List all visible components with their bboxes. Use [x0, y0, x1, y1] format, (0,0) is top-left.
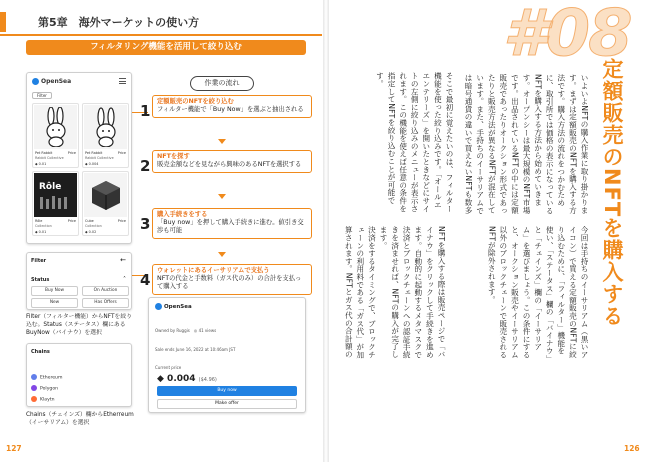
role-artwork-image — [34, 173, 77, 217]
filter-panel-screenshot — [26, 252, 132, 310]
klaytn-icon — [31, 396, 37, 402]
buy-now-option: Buy Now — [31, 286, 78, 296]
buy-now-button: Buy now — [157, 386, 297, 396]
nft-card: Pet Rabbit Price Rabbit Collective ◆ 0.01 — [32, 103, 79, 168]
nft-item-screenshot — [148, 297, 306, 413]
nft-card: Pet Rabbit Price Rabbit Collective ◆ 0.004 — [82, 103, 129, 168]
chevron-up-icon: ˄ — [123, 276, 126, 283]
down-arrow-icon — [218, 194, 226, 199]
flow-label: 作業の流れ — [190, 76, 254, 91]
rabbit-image — [34, 105, 77, 149]
chains-panel-screenshot — [26, 343, 132, 407]
caption-chains: Chains（チェインズ）欄からEtherreum（イーサリアム）を選択 — [26, 412, 134, 426]
flow-step-box: NFTを探す 販売金額などを見ながら興味のあるNFTを選択する — [152, 150, 312, 173]
page-number-left: 127 — [6, 444, 22, 453]
flow-step-box: 定額販売のNFTを絞り込む フィルター機能で「Buy Now」を選ぶと抽出される — [152, 95, 312, 118]
has-offers-option: Has Offers — [82, 298, 129, 308]
filter-header: Filter — [31, 258, 47, 264]
section-banner: フィルタリング機能を活用して絞り込む — [26, 40, 306, 55]
chapter-title: 第5章 海外マーケットの使い方 — [38, 16, 200, 29]
body-paragraph: 今回は手持ちのイーサリアム（黒いアイコン）で買える定額販売のNFTに絞り込むために、「フィルター」機能を使い、「ステータス」欄の「バイナウ」と「チェインズ」欄の「イーサリアム」を選びましょう。この条件にすると、オークション販売やイーサリアム以外のブロックチェーンで販売されるNFTが除外されます。 — [487, 226, 589, 359]
body-paragraph: そこで最初に覚えたいのは、フィルター機能を使った絞り込みです。「オールエエンテリーズ」を開いたときなどにサイトの左側に絞り込みのメニューが表示されます。この機能を使えば任意の条件を指定してNFTを絞り込むことが可能です。 — [375, 72, 454, 213]
svg-text:Rôle: Rôle — [38, 182, 61, 192]
flow-step-box: ウォレットにあるイーサリアムで支払う NFTの代金と手数料（ガス代のみ）の合計を支払って購入する — [152, 264, 312, 295]
nft-card: Cube Price Collection ◆ 0.02 — [82, 171, 129, 236]
page-number-right: 126 — [624, 444, 640, 453]
book-spread: 第5章 海外マーケットの使い方 フィルタリング機能を活用して絞り込む OpenSea Filter Pet Rabbit Price Rabbit Collective ◆ 0.01 Pet Rabbit Price Rabbit Collective ◆ 0.004 Rôle Rôle Price Collection ◆ 0.01 Cube Price Collection ◆ 0.02 作業の流れ 1 定額販売のNFTを絞り込む フィルター機能で「Buy Now」を選ぶと抽出される 2 NFTを探す 販売金額などを見ながら興味のあるNFTを選択する 3 購入手続きをする 「Buy now」を押して購入手続きに進む。値引き交渉も可能 4 ウォレットにあるイーサリアムで支払う NFTの代金と手数料（ガス代のみ）の合計を支払って購入する Filter ← Status ˄ Buy Now On Auction New Has Offers Filter（フィルター機能）からNFTを絞り込む。Status（ステータス）欄にあるBuyNow（バイナウ）を選択 Chains Ethereum Polygon Klaytn Chains（チェインズ）欄からEtherreum（イーサリアム）を選択 OpenSea Owned by Ruggis ◎ 41 views Sale ends June 16, 2022 at 10:46am JST Current price ◆ 0.004 ($4.96) Buy now Make offer 127 #08 定額販売のNFTを購入する いよいよNFTの購入作業に取り掛かります。まずは定額販売のNFTを購入する方法です。購入方法の流れをつかむために、取引所では価格の表示になっているNFTを購入する方法から始めていきます。オープンシーは最大規模のNFT市場です。出品されているNFTの中には定額販売であったりオークション形式であったりと販売方法が異なるNFTが混在しています。また、手持ちのイーサリアムでは暗号通貨の違いで買えないNFTも数多 そこで最初に覚えたいのは、フィルター機能を使った絞り込みです。「オールエエンテリーズ」を開いたときなどにサイトの左側に絞り込みのメニューが表示されます。この機能を使えば任意の条件を指定してNFTを絞り込むことが可能です。 今回は手持ちのイーサリアム（黒いアイコン）で買える定額販売のNFTに絞り込むために、「フィルター」機能を使い、「ステータス」欄の「バイナウ」と「チェインズ」欄の「イーサリアム」を選びましょう。この条件にすると、オークション販売やイーサリアム以外のブロックチェーンで販売されるNFTが除外されます。 NFTを購入する際は販売ページで「バイナウ」をクリックして手続きを進めます。自動的に起動するメタマスクで決済とブロックチェーンへの認証手続きを済ませれば、NFTの購入が完了します。 決済をするタイミングで、ブロックチェーンの利用料である「ガス代」が加算されます。NFTとガス代の合計額の 126 — [0, 0, 650, 462]
down-arrow-icon — [218, 139, 226, 144]
opensea-logo-icon — [155, 303, 162, 310]
price-value: ◆ 0.004 ($4.96) — [157, 374, 217, 384]
cube-image — [84, 173, 127, 217]
page-title: 定額販売のNFTを購入する — [600, 58, 624, 328]
polygon-icon — [31, 385, 37, 391]
current-price-label: Current price — [155, 365, 182, 370]
body-paragraph: いよいよNFTの購入作業に取り掛かります。まずは定額販売のNFTを購入する方法です。購入方法の流れをつかむために、取引所では価格の表示になっているNFTを購入する方法から始めていきます。オープンシーは最大規模のNFT市場です。出品されているNFTの中には定額販売であったりオークション形式であったりと販売方法が異なるNFTが混在しています。また、手持ちのイーサリアムでは暗号通貨の違いで買えないNFTも数多 — [464, 74, 589, 215]
chapter-rule — [0, 34, 322, 36]
chain-option: Ethereum — [31, 374, 62, 381]
nft-card: Rôle Rôle Price Collection ◆ 0.01 — [32, 171, 79, 236]
menu-icon — [119, 78, 126, 84]
down-arrow-icon — [218, 252, 226, 257]
new-option: New — [31, 298, 78, 308]
section-number: #08 — [503, 0, 631, 71]
chains-header: Chains — [31, 349, 50, 355]
opensea-logo: OpenSea — [155, 303, 192, 310]
make-offer-button: Make offer — [157, 399, 297, 409]
gutter — [323, 0, 329, 462]
arrow-left-icon: ← — [120, 256, 126, 264]
filter-pill: Filter — [32, 92, 52, 99]
owned-by-text: Owned by Ruggis ◎ 41 views — [155, 328, 217, 333]
rabbit-image — [84, 105, 127, 149]
chain-option: Klaytn — [31, 396, 55, 403]
opensea-logo-icon — [32, 78, 39, 85]
on-auction-option: On Auction — [82, 286, 129, 296]
caption-filter: Filter（フィルター機能）からNFTを絞り込む。Status（ステータス）欄にあるBuyNow（バイナウ）を選択 — [26, 314, 132, 336]
status-label: Status — [31, 277, 50, 283]
sale-ends-text: Sale ends June 16, 2022 at 10:46am JST — [155, 347, 236, 352]
opensea-logo: OpenSea — [32, 78, 71, 85]
chain-option: Polygon — [31, 385, 58, 392]
flow-step-box: 購入手続きをする 「Buy now」を押して購入手続きに進む。値引き交渉も可能 — [152, 208, 312, 239]
ethereum-icon — [31, 374, 37, 380]
body-paragraph: NFTを購入する際は販売ページで「バイナウ」をクリックして手続きを進めます。自動的に起動するメタマスクで決済とブロックチェーンへの認証手続きを済ませれば、NFTの購入が完了します。 決済をするタイミングで、ブロックチェーンの利用料である「ガス代」が加算されます。NFTとガス代の合計額の — [344, 226, 446, 359]
opensea-grid-screenshot — [26, 72, 132, 244]
